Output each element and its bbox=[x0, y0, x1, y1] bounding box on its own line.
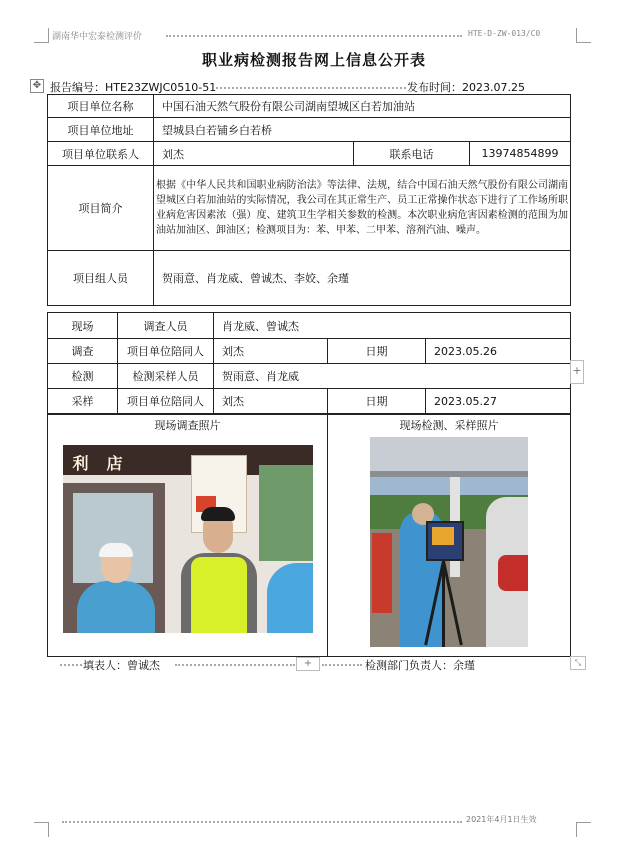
row-project-address bbox=[48, 118, 571, 142]
filler-label: 填表人： bbox=[83, 659, 127, 672]
crop-mark-bottom-right bbox=[576, 822, 591, 837]
survey-escort-value: 刘杰 bbox=[214, 339, 328, 364]
row-team bbox=[48, 251, 571, 306]
department-head bbox=[365, 657, 475, 673]
department-head-label: 检测部门负责人： bbox=[365, 659, 453, 672]
sampling-escort-label: 项目单位陪同人 bbox=[118, 389, 214, 414]
publish-date bbox=[407, 79, 525, 95]
row-survey-investigators bbox=[48, 313, 571, 339]
sampling-samplers-label: 检测采样人员 bbox=[118, 364, 214, 389]
project-name-value: 中国石油天然气股份有限公司湖南望城区白若加油站 bbox=[154, 95, 571, 118]
page-footer-dotted-line bbox=[62, 821, 462, 823]
add-row-plus-icon[interactable]: + bbox=[570, 360, 584, 384]
meta-dotted-line bbox=[216, 87, 406, 89]
team-label: 项目组人员 bbox=[48, 251, 154, 306]
info-table bbox=[47, 94, 571, 306]
table-move-handle-icon[interactable]: ✥ bbox=[30, 79, 44, 93]
sampling-photo-title: 现场检测、采样照片 bbox=[399, 419, 499, 432]
survey-photo[interactable] bbox=[63, 445, 313, 633]
page-header-left: 湖南华中宏泰检测评价 bbox=[52, 32, 143, 42]
contact-value: 刘杰 bbox=[154, 142, 354, 166]
survey-investigators-label: 调查人员 bbox=[118, 313, 214, 339]
header-dotted-line bbox=[166, 35, 462, 37]
sampling-date-value: 2023.05.27 bbox=[426, 389, 571, 414]
survey-investigators-value: 肖龙威、曾诚杰 bbox=[214, 313, 571, 339]
footer-dotted-line bbox=[322, 664, 362, 666]
page-footer: 2021年4月1日生效 bbox=[466, 815, 537, 824]
sampling-section-bottom: 采样 bbox=[48, 389, 118, 414]
survey-section-top: 现场 bbox=[48, 313, 118, 339]
phone-label: 联系电话 bbox=[354, 142, 470, 166]
row-sampling-samplers bbox=[48, 364, 571, 389]
report-number bbox=[50, 79, 216, 95]
photo-table bbox=[47, 414, 571, 657]
team-value: 贺雨意、肖龙威、曾诚杰、李姣、余瑾 bbox=[154, 251, 571, 306]
sampling-section-top: 检测 bbox=[48, 364, 118, 389]
department-head-value: 余瑾 bbox=[453, 659, 475, 672]
row-intro bbox=[48, 166, 571, 251]
intro-label: 项目简介 bbox=[48, 166, 154, 251]
survey-photo-cell bbox=[48, 415, 328, 657]
report-number-value: HTE23ZWJC0510-51 bbox=[105, 81, 217, 94]
footer-dotted-line bbox=[60, 664, 82, 666]
report-number-label: 报告编号： bbox=[50, 81, 105, 94]
page-header-right: HTE-D-ZW-013/C0 bbox=[468, 29, 541, 38]
intro-text: 根据《中华人民共和国职业病防治法》等法律、法规，结合中国石油天然气股份有限公司湖南望城区白若加油站的实际情况，我公司在其正常生产、员工正常操作状态下进行了工作场所职业病危害因素浓（强）度、建筑卫生学相关参数的检测。本次职业病危害因素检测的范围为加油站加油区、卸油区；检测项目为：苯、甲苯、二甲苯、溶剂汽油、噪声。 bbox=[154, 166, 571, 251]
publish-date-value: 2023.07.25 bbox=[462, 81, 525, 94]
survey-section-bottom: 调查 bbox=[48, 339, 118, 364]
filler-value: 曾诚杰 bbox=[127, 659, 160, 672]
phone-value: 13974854899 bbox=[470, 142, 571, 166]
sampling-photo[interactable] bbox=[370, 437, 528, 647]
sampling-photo-cell bbox=[328, 415, 571, 657]
survey-date-label: 日期 bbox=[328, 339, 426, 364]
add-row-plus-icon[interactable]: + bbox=[296, 657, 320, 671]
project-address-label: 项目单位地址 bbox=[48, 118, 154, 142]
survey-table bbox=[47, 312, 571, 414]
crop-mark-bottom-left bbox=[34, 822, 49, 837]
page-title: 职业病检测报告网上信息公开表 bbox=[201, 51, 426, 69]
survey-escort-label: 项目单位陪同人 bbox=[118, 339, 214, 364]
row-sampling-escort bbox=[48, 389, 571, 414]
row-survey-escort bbox=[48, 339, 571, 364]
publish-date-label: 发布时间： bbox=[407, 81, 462, 94]
project-address-value: 望城县白若铺乡白若桥 bbox=[154, 118, 571, 142]
survey-photo-title: 现场调查照片 bbox=[154, 419, 221, 432]
sampling-samplers-value: 贺雨意、肖龙威 bbox=[214, 364, 571, 389]
crop-mark-top-left bbox=[34, 28, 49, 43]
sampling-date-label: 日期 bbox=[328, 389, 426, 414]
row-contact bbox=[48, 142, 571, 166]
table-resize-handle-icon[interactable]: ⤡ bbox=[570, 656, 586, 670]
contact-label: 项目单位联系人 bbox=[48, 142, 154, 166]
sampling-escort-value: 刘杰 bbox=[214, 389, 328, 414]
crop-mark-top-right bbox=[576, 28, 591, 43]
survey-date-value: 2023.05.26 bbox=[426, 339, 571, 364]
footer-dotted-line bbox=[175, 664, 295, 666]
filler bbox=[83, 657, 160, 673]
row-photos bbox=[48, 415, 571, 657]
project-name-label: 项目单位名称 bbox=[48, 95, 154, 118]
survey-photo-sign: 利店 bbox=[72, 454, 141, 473]
row-project-name bbox=[48, 95, 571, 118]
